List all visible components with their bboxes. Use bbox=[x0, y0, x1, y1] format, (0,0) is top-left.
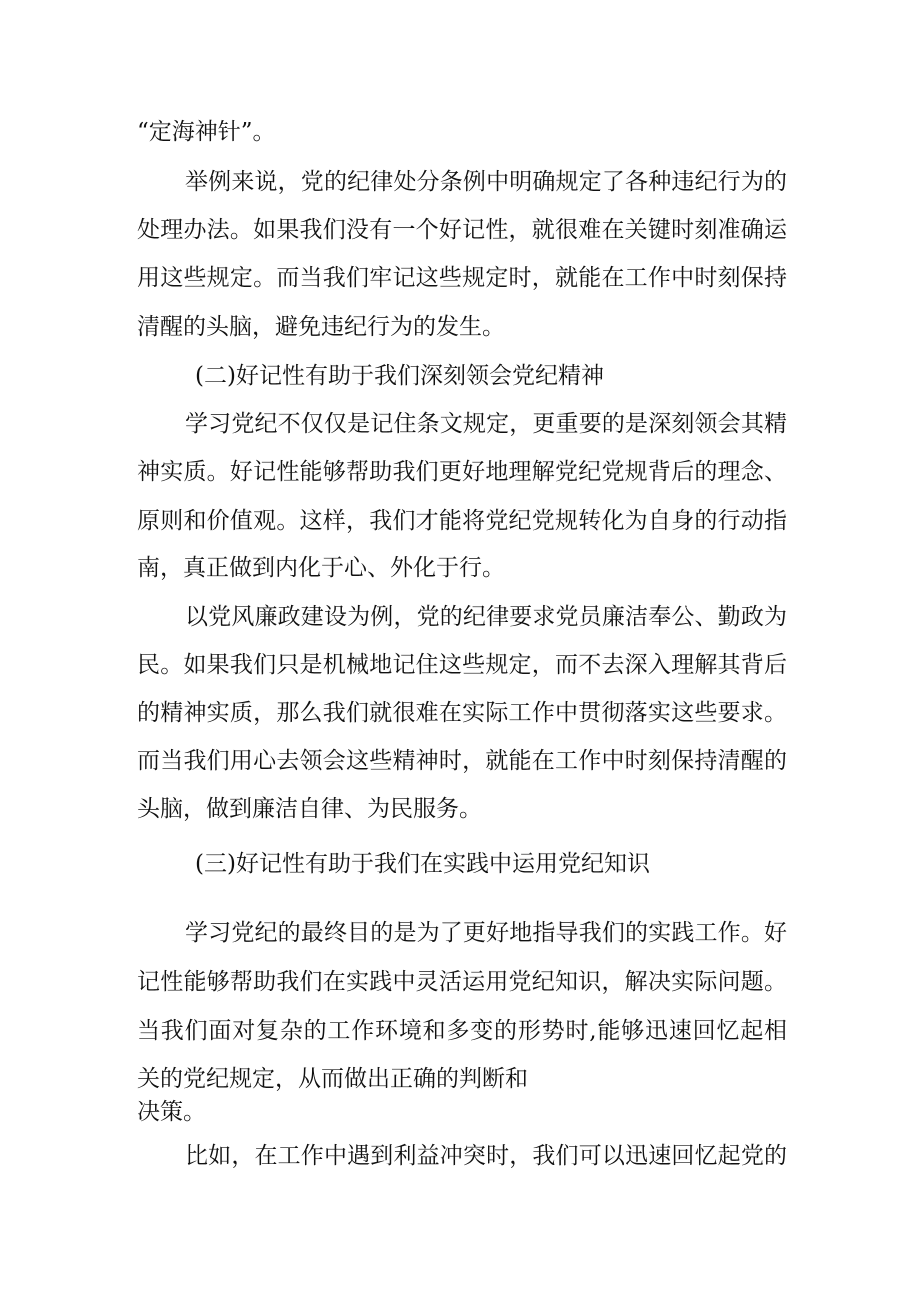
paragraph-line: 比如，在工作中遇到利益冲突时，我们可以迅速回忆起党的 bbox=[185, 1143, 787, 1169]
paragraph-line: 原则和价值观。这样，我们才能将党纪党规转化为自身的行动指 bbox=[137, 508, 787, 534]
paragraph-line: 学习党纪不仅仅是记住条文规定，更重要的是深刻领会其精 bbox=[185, 411, 787, 437]
paragraph-line: 而当我们用心去领会这些精神时，就能在工作中时刻保持清醒的 bbox=[137, 748, 787, 774]
paragraph-line: 的精神实质，那么我们就很难在实际工作中贯彻落实这些要求。 bbox=[137, 700, 787, 726]
paragraph-line: 用这些规定。而当我们牢记这些规定时，就能在工作中时刻保持 bbox=[137, 265, 787, 291]
paragraph-line: 关的党纪规定，从而做出正确的判断和 bbox=[137, 1066, 528, 1092]
paragraph-line: 头脑，做到廉洁自律、为民服务。 bbox=[137, 796, 482, 822]
paragraph-line: 南，真正做到内化于心、外化于行。 bbox=[137, 555, 505, 581]
paragraph-line: 当我们面对复杂的工作环境和多变的形势时,能够迅速回忆起相 bbox=[137, 1018, 787, 1044]
section-heading: (二)好记性有助于我们深刻领会党纪精神 bbox=[195, 363, 604, 389]
section-heading: (三)好记性有助于我们在实践中运用党纪知识 bbox=[195, 851, 650, 877]
paragraph-line: 决策。 bbox=[137, 1099, 206, 1125]
paragraph-line: 学习党纪的最终目的是为了更好地指导我们的实践工作。好 bbox=[185, 920, 787, 946]
paragraph-line: 举例来说，党的纪律处分条例中明确规定了各种违纪行为的 bbox=[185, 169, 787, 195]
paragraph-line: 处理办法。如果我们没有一个好记性，就很难在关键时刻准确运 bbox=[137, 217, 787, 243]
paragraph-line: 以党风廉政建设为例，党的纪律要求党员廉洁奉公、勤政为 bbox=[185, 604, 787, 630]
paragraph-line: 神实质。好记性能够帮助我们更好地理解党纪党规背后的理念、 bbox=[137, 459, 787, 485]
paragraph-line: 记性能够帮助我们在实践中灵活运用党纪知识，解决实际问题。 bbox=[137, 969, 787, 995]
paragraph-line: 民。如果我们只是机械地记住这些规定，而不去深入理解其背后 bbox=[137, 652, 787, 678]
paragraph-line: “定海神针”。 bbox=[137, 119, 276, 145]
paragraph-line: 清醒的头脑，避免违纪行为的发生。 bbox=[137, 314, 505, 340]
